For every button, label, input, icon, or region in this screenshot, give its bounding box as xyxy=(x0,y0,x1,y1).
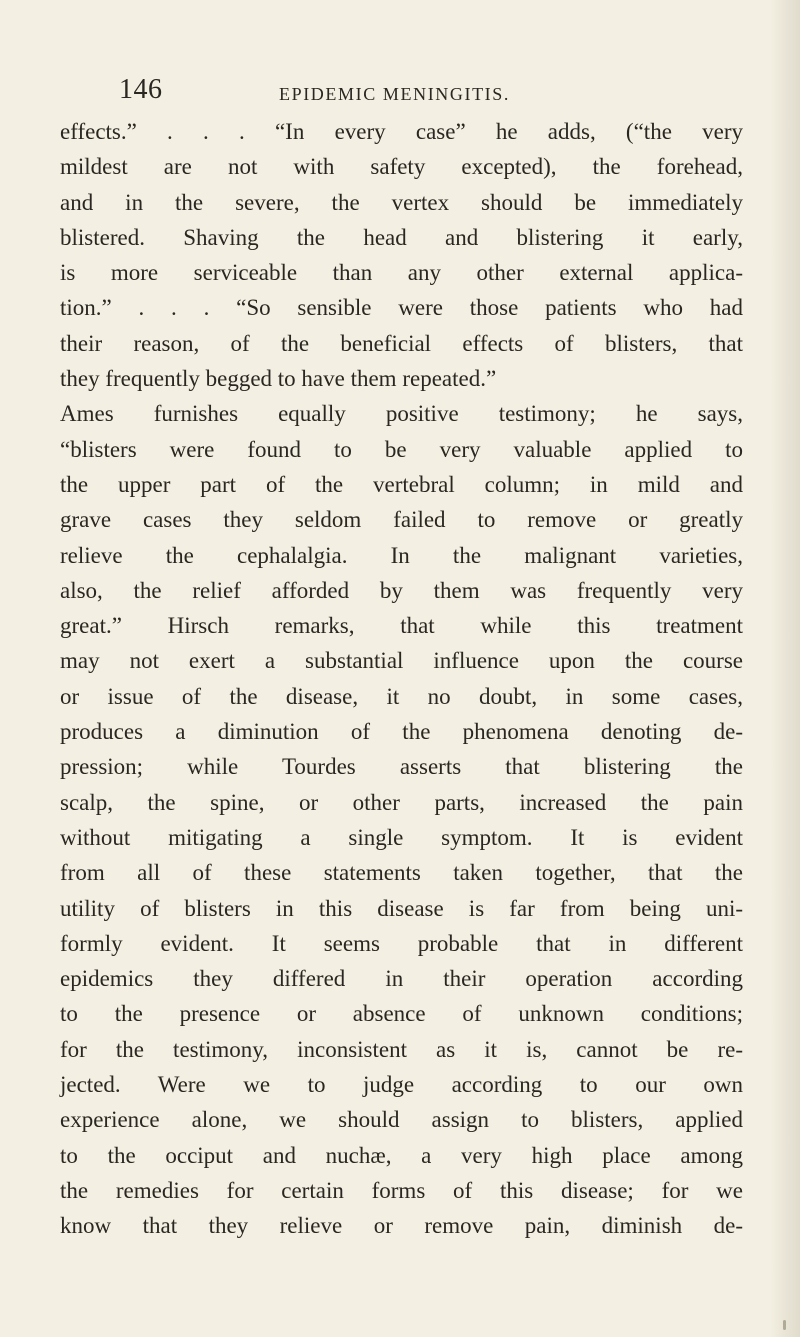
text-line: grave cases they seldom failed to remove or greatly xyxy=(60,507,743,533)
text-line: produces a diminution of the phenomena denoting de- xyxy=(60,719,743,745)
text-line: relieve the cephalalgia. In the malignant varieties, xyxy=(60,542,743,568)
text-line: jected. Were we to judge according to our own xyxy=(60,1072,743,1098)
page-number: 146 xyxy=(119,74,163,105)
paper-speck xyxy=(783,1320,786,1330)
page-header xyxy=(119,74,679,114)
text-line: their reason, of the beneficial effects of blisters, that xyxy=(60,330,743,356)
text-line: they frequently begged to have them repeated.” xyxy=(60,366,497,392)
text-line: “blisters were found to be very valuable applied to xyxy=(60,436,743,462)
text-line: the upper part of the vertebral column; in mild and xyxy=(60,471,743,497)
text-line: for the testimony, inconsistent as it is, cannot be re- xyxy=(60,1036,743,1062)
text-line: formly evident. It seems probable that in different xyxy=(60,930,743,956)
text-line: to the presence or absence of unknown conditions; xyxy=(60,1001,743,1027)
text-line: and in the severe, the vertex should be immediately xyxy=(60,189,743,215)
text-line: without mitigating a single symptom. It is evident xyxy=(60,824,743,850)
text-line: great.” Hirsch remarks, that while this treatment xyxy=(60,613,743,639)
text-line: utility of blisters in this disease is far from being uni- xyxy=(60,895,743,921)
text-line: or issue of the disease, it no doubt, in some cases, xyxy=(60,683,743,709)
text-line: tion.” . . . “So sensible were those patients who had xyxy=(60,295,743,321)
text-line: is more serviceable than any other external applica- xyxy=(60,260,743,286)
text-line: effects.” . . . “In every case” he adds, (“the very xyxy=(60,119,743,144)
text-line: may not exert a substantial influence upon the course xyxy=(60,648,743,674)
text-line: scalp, the spine, or other parts, increased the pain xyxy=(60,789,743,815)
text-line: the remedies for certain forms of this disease; for we xyxy=(60,1177,743,1203)
text-line: mildest are not with safety excepted), the forehead, xyxy=(60,154,743,180)
text-line: epidemics they differed in their operation according xyxy=(60,966,743,992)
running-head: EPIDEMIC MENINGITIS. xyxy=(279,84,510,104)
body-text xyxy=(60,114,743,1244)
text-line: blistered. Shaving the head and blistering it early, xyxy=(60,224,743,250)
text-line: to the occiput and nuchæ, a very high place among xyxy=(60,1142,743,1168)
text-line: also, the relief afforded by them was frequently very xyxy=(60,577,743,603)
text-line: know that they relieve or remove pain, diminish de- xyxy=(60,1213,743,1239)
text-line: experience alone, we should assign to blisters, applied xyxy=(60,1107,743,1133)
text-line: from all of these statements taken together, that the xyxy=(60,860,743,886)
text-line: pression; while Tourdes asserts that blistering the xyxy=(60,754,743,780)
text-line: Ames furnishes equally positive testimony; he says, xyxy=(60,401,743,427)
